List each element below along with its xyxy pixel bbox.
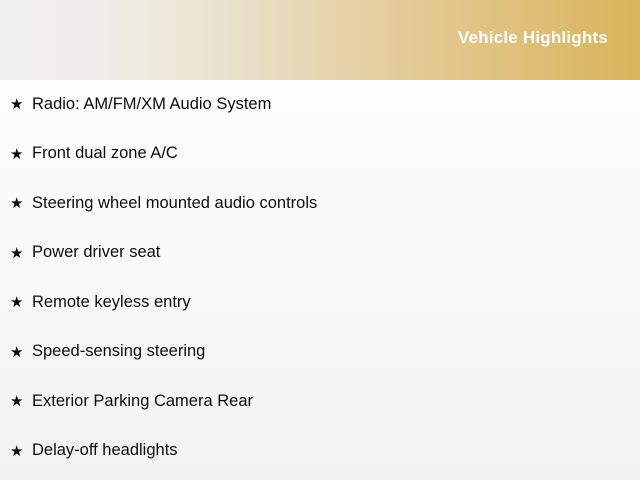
list-item-label: Remote keyless entry	[32, 292, 191, 311]
star-icon: ★	[10, 145, 24, 163]
star-icon: ★	[10, 96, 24, 114]
star-icon: ★	[10, 442, 24, 460]
page-header	[0, 0, 640, 80]
list-item	[0, 427, 640, 477]
list-item	[0, 80, 640, 130]
highlights-list	[0, 80, 640, 476]
list-item-label: Radio: AM/FM/XM Audio System	[32, 94, 272, 113]
star-icon: ★	[10, 195, 24, 213]
list-item	[0, 130, 640, 180]
list-item	[0, 278, 640, 328]
page-title: Vehicle Highlights	[457, 28, 608, 47]
list-item-label: Steering wheel mounted audio controls	[32, 193, 318, 212]
list-item	[0, 377, 640, 427]
list-item	[0, 328, 640, 378]
star-icon: ★	[10, 294, 24, 312]
star-icon: ★	[10, 244, 24, 262]
star-icon: ★	[10, 343, 24, 361]
star-icon: ★	[10, 393, 24, 411]
list-item-label: Front dual zone A/C	[32, 144, 178, 163]
list-item	[0, 179, 640, 229]
list-item-label: Speed-sensing steering	[32, 342, 206, 361]
list-item-label: Exterior Parking Camera Rear	[32, 391, 253, 410]
list-item-label: Power driver seat	[32, 243, 161, 262]
list-item	[0, 229, 640, 279]
list-item-label: Delay-off headlights	[32, 441, 178, 460]
